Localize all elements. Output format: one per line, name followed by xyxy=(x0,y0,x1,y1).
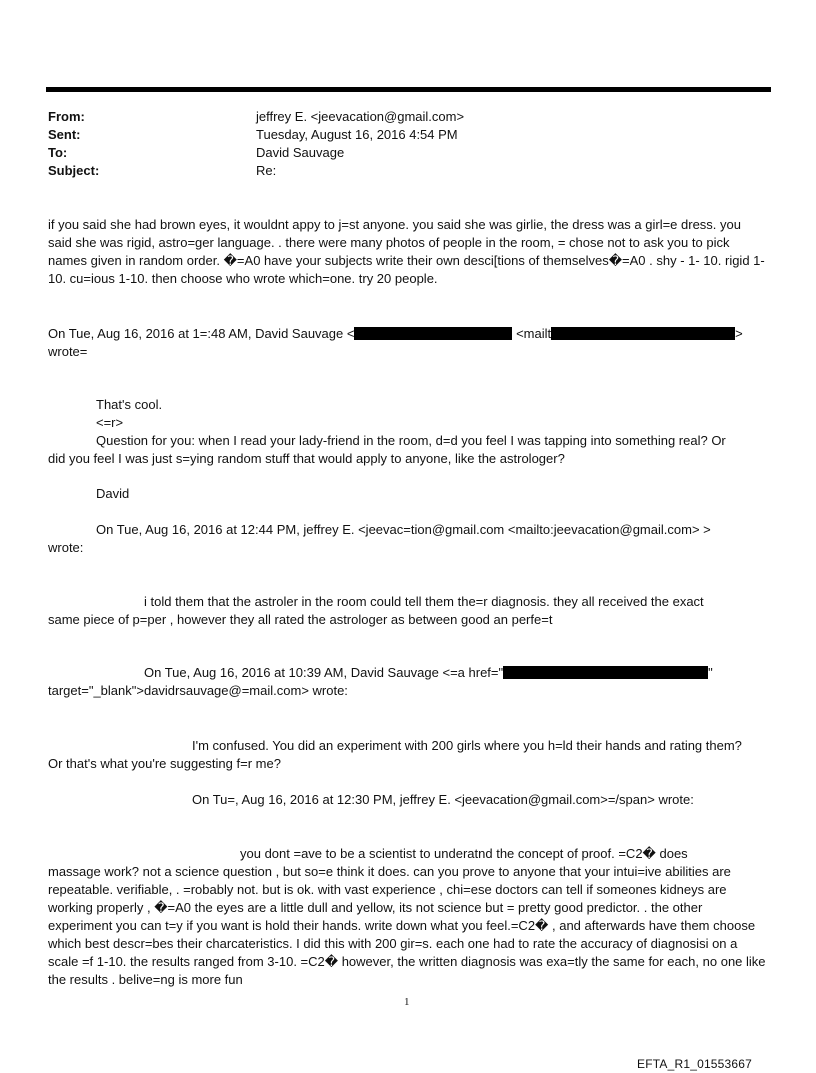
david-msg-1: That's cool. xyxy=(96,397,163,412)
quote2-b: wrote: xyxy=(48,540,84,555)
quote1-wrote: wrote= xyxy=(48,344,88,359)
quote3-prefix: On Tue, Aug 16, 2016 at 10:39 AM, David Sauvage <=a href=" xyxy=(144,665,504,680)
redaction-bar xyxy=(503,666,708,679)
quote1-suffix: > xyxy=(735,326,743,341)
header-rule xyxy=(46,87,771,92)
quote1-mid: <mailt xyxy=(516,326,552,341)
sent-label: Sent: xyxy=(48,127,81,142)
sent-value: Tuesday, August 16, 2016 4:54 PM xyxy=(256,127,458,142)
jeff-msg-b: same piece of p=per , however they all rated the astrologer as between good an perfe=t xyxy=(48,612,553,627)
jeff-msg-a: i told them that the astroler in the room could tell them the=r diagnosis. they all received the exact xyxy=(144,594,704,609)
david-msg-2: <=r> xyxy=(96,415,124,430)
quote-header-1 xyxy=(48,325,768,361)
subject-label: Subject: xyxy=(48,163,100,178)
subject-value: Re: xyxy=(256,163,277,178)
david2-b: Or that's what you're suggesting f=r me? xyxy=(48,756,281,771)
redaction-bar xyxy=(551,327,735,340)
david-msg-3a: Question for you: when I read your lady-friend in the room, d=d you feel I was tapping into something real? Or xyxy=(96,433,726,448)
email-header xyxy=(48,108,464,180)
quote1-prefix: On Tue, Aug 16, 2016 at 1=:48 AM, David Sauvage < xyxy=(48,326,355,341)
jeff-msg-1 xyxy=(48,593,768,629)
david-msg-3b: did you feel I was just s=ying random stuff that would apply to anyone, like the astrologer? xyxy=(48,451,565,466)
david2-a: I'm confused. You did an experiment with 200 girls where you h=ld their hands and rating them? xyxy=(192,738,742,753)
quote-header-2 xyxy=(48,521,768,557)
quote-header-4: On Tu=, Aug 16, 2016 at 12:30 PM, jeffrey E. <jeevacation@gmail.com>=/span> wrote: xyxy=(192,792,694,807)
quote3-suffix: " xyxy=(708,665,713,680)
to-value: David Sauvage xyxy=(256,145,345,160)
quote-header-3 xyxy=(48,664,768,700)
quote3-b: target="_blank">davidrsauvage@=mail.com> wrote: xyxy=(48,683,348,698)
david-sign: David xyxy=(96,486,130,501)
reply-main: if you said she had brown eyes, it wouldnt appy to j=st anyone. you said she was girlie, the dress was a girl=e dress. you said she was rigid, astro=ger language. . there were many photos of people in the room, = chose not to ask you to pick names given in random order. �=A0 have your subjects write their own desci[tions of themselves�=A0 . shy - 1- 10. rigid 1-10. cu=ious 1-10. then choose who wrote which=one. try 20 people. xyxy=(48,217,765,286)
david-msg-2-block xyxy=(48,737,768,773)
from-value: jeffrey E. <jeevacation@gmail.com> xyxy=(256,109,465,124)
redaction-bar xyxy=(354,327,512,340)
jeff2-a: you dont =ave to be a scientist to underatnd the concept of proof. =C2� does xyxy=(240,846,688,861)
page-number: 1 xyxy=(404,996,410,1008)
from-label: From: xyxy=(48,109,85,124)
jeff2-rest: massage work? not a science question , but so=e think it does. can you prove to anyone that your intui=ive abilities are repeatable. verifiable, . =robably not. but is ok. with vast experience , chi=ese doctors can tell if someones kidneys are working properly , �=A0 the eyes are a little dull and yellow, its not science but = pretty good predictor. . the other experiment you can t=y if you want is hold their hands. write down what you feel.=C2� , and afterwards have them choose which best descr=bes their charcateristics. I did this with 200 gir=s. each one had to rate the accuracy of diagnosisi on a scale =f 1-10. the results ranged from 3-10. =C2� however, the written diagnosis was exa=tly the same for each, no one like the results . belive=ng is more fun xyxy=(48,864,766,987)
quote2-a: On Tue, Aug 16, 2016 at 12:44 PM, jeffrey E. <jeevac=tion@gmail.com <mailto:jeevacation@gmail.com> > xyxy=(96,522,711,537)
jeff-msg-2 xyxy=(48,845,768,989)
document-id: EFTA_R1_01553667 xyxy=(637,1057,753,1071)
david-msg-3 xyxy=(48,432,808,468)
to-label: To: xyxy=(48,145,68,160)
